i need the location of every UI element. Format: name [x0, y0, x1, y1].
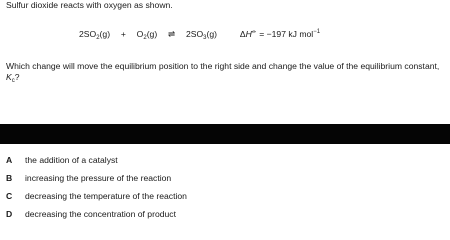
option-text: the addition of a catalyst — [25, 155, 118, 165]
question-text: Which change will move the equilibrium position to the right side and change the value of the equilibrium constant, $K_c$? — [6, 61, 440, 84]
reactant-o2: $O_2(g)$ — [136, 29, 158, 41]
option-letter: B — [6, 173, 13, 183]
product-so3: $2SO_3(g)$ — [185, 29, 218, 41]
option-text: decreasing the concentration of product — [25, 209, 176, 219]
option-letter: C — [6, 191, 13, 201]
equilibrium-arrow-icon: ⇌ — [167, 29, 176, 39]
intro-text: Sulfur dioxide reacts with oxygen as shown. — [6, 0, 173, 10]
reaction-equation — [79, 28, 320, 40]
redaction-bar — [0, 124, 450, 144]
option-letter: A — [6, 155, 13, 165]
plus-sign: + — [120, 29, 126, 39]
reactant-so2: $2SO_2(g)$ — [79, 29, 111, 41]
option-letter: D — [6, 209, 13, 219]
option-text: decreasing the temperature of the reaction — [25, 191, 187, 201]
option-b[interactable] — [0, 173, 450, 191]
option-a[interactable] — [0, 155, 450, 173]
option-text: increasing the pressure of the reaction — [25, 173, 172, 183]
enthalpy-change: ΔH⦵ = −197 kJ mol$^{-1}$ — [239, 29, 321, 39]
answer-options — [0, 155, 450, 227]
option-d[interactable] — [0, 209, 450, 227]
option-c[interactable] — [0, 191, 450, 209]
